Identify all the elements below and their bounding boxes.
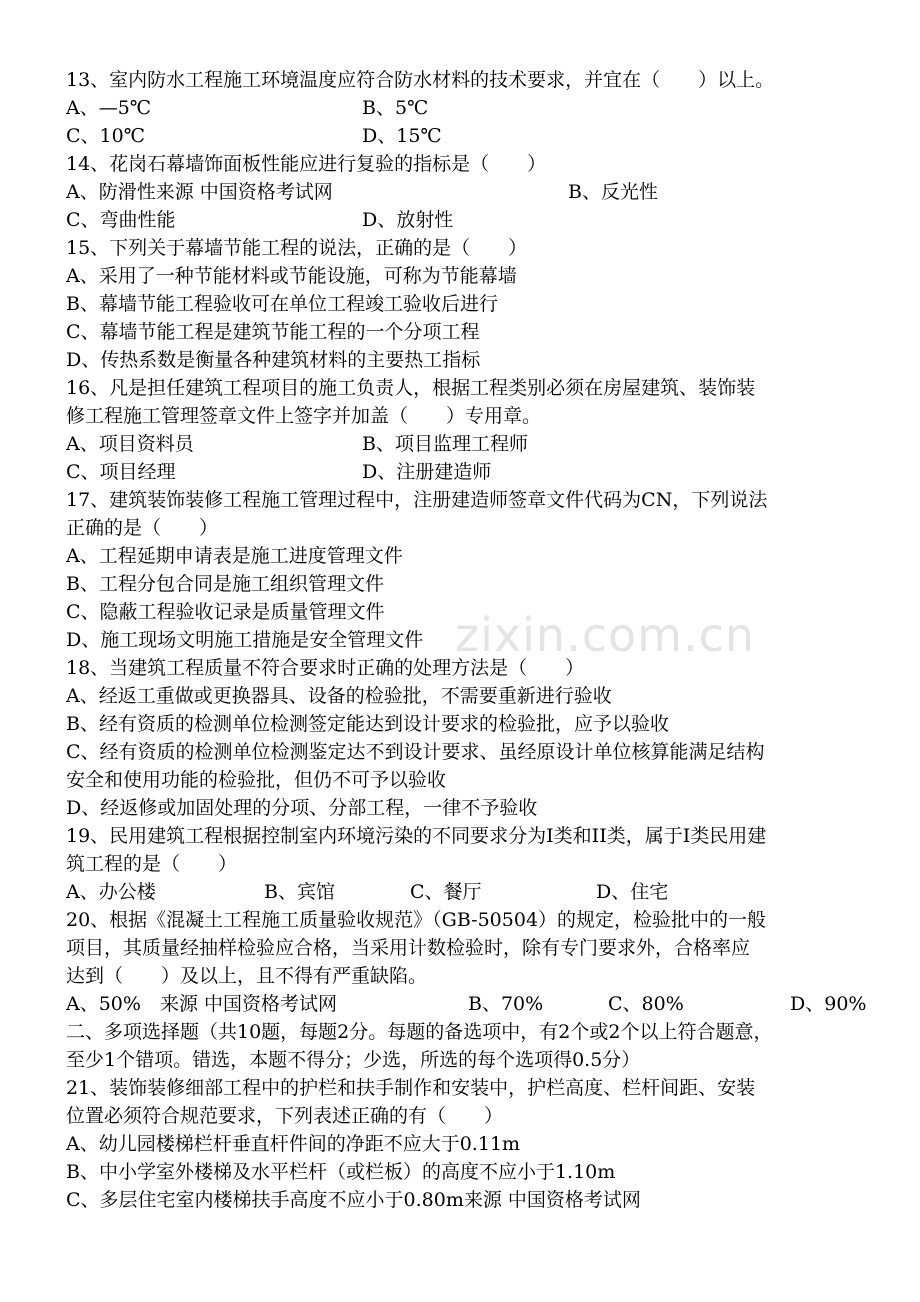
text-line: A、项目资料员 <box>66 433 194 455</box>
option-text: C、80% <box>608 993 684 1015</box>
text-line: B、工程分包合同是施工组织管理文件 <box>66 573 384 595</box>
text-line: A、—5℃ <box>66 97 152 119</box>
text-line: D、传热系数是衡量各种建筑材料的主要热工指标 <box>66 349 481 371</box>
text-line: 安全和使用功能的检验批，但仍不可予以验收 <box>66 769 447 791</box>
text-line: 16、凡是担任建筑工程项目的施工负责人，根据工程类别必须在房屋建筑、装饰装 <box>66 377 756 399</box>
option-text: B、70% <box>468 993 544 1015</box>
text-line: A、采用了一种节能材料或节能设施，可称为节能幕墙 <box>66 265 517 287</box>
text-line: A、50% 来源 中国资格考试网 <box>66 993 337 1015</box>
text-line: 15、下列关于幕墙节能工程的说法，正确的是（ ） <box>66 237 528 259</box>
option-text: C、餐厅 <box>410 881 482 903</box>
text-line: B、幕墙节能工程验收可在单位工程竣工验收后进行 <box>66 293 498 315</box>
text-line: C、弯曲性能 <box>66 209 176 231</box>
text-line: A、幼儿园楼梯栏杆垂直杆件间的净距不应大于0.11m <box>66 1133 521 1155</box>
text-line: B、中小学室外楼梯及水平栏杆（或栏板）的高度不应小于1.10m <box>66 1161 616 1183</box>
text-line: C、多层住宅室内楼梯扶手高度不应小于0.80m来源 中国资格考试网 <box>66 1189 641 1211</box>
text-line: A、办公楼 <box>66 881 156 903</box>
text-line: 位置必须符合规范要求，下列表述正确的有（ ） <box>66 1105 504 1127</box>
option-text: D、放射性 <box>362 209 454 231</box>
text-line: D、经返修或加固处理的分项、分部工程，一律不予验收 <box>66 797 538 819</box>
option-text: B、反光性 <box>568 181 658 203</box>
text-line: A、工程延期申请表是施工进度管理文件 <box>66 545 403 567</box>
text-line: C、10℃ <box>66 125 145 147</box>
option-text: B、5℃ <box>362 97 429 119</box>
text-line: A、防滑性来源 中国资格考试网 <box>66 181 333 203</box>
text-line: 至少1个错项。错选，本题不得分；少选，所选的每个选项得0.5分） <box>66 1049 641 1071</box>
text-line: 19、民用建筑工程根据控制室内环境污染的不同要求分为I类和II类，属于I类民用建 <box>66 825 767 847</box>
option-text: D、90% <box>790 993 867 1015</box>
text-line: 二、多项选择题（共10题，每题2分。每题的备选项中，有2个或2个以上符合题意， <box>66 1021 773 1043</box>
text-line: 13、室内防水工程施工环境温度应符合防水材料的技术要求，并宜在（ ）以上。 <box>66 69 775 91</box>
text-line: 筑工程的是（ ） <box>66 853 238 875</box>
text-line: A、经返工重做或更换器具、设备的检验批，不需要重新进行验收 <box>66 685 612 707</box>
text-line: 21、装饰装修细部工程中的护栏和扶手制作和安装中，护栏高度、栏杆间距、安装 <box>66 1077 756 1099</box>
watermark: zixin.com.cn <box>455 608 756 662</box>
text-line: C、隐蔽工程验收记录是质量管理文件 <box>66 601 385 623</box>
text-line: D、施工现场文明施工措施是安全管理文件 <box>66 629 424 651</box>
text-line: 17、建筑装饰装修工程施工管理过程中，注册建造师签章文件代码为CN，下列说法 <box>66 489 768 511</box>
option-text: D、住宅 <box>596 881 669 903</box>
text-line: C、幕墙节能工程是建筑节能工程的一个分项工程 <box>66 321 480 343</box>
text-line: 项目，其质量经抽样检验应合格，当采用计数检验时，除有专门要求外，合格率应 <box>66 937 751 959</box>
text-line: 达到（ ）及以上，且不得有严重缺陷。 <box>66 965 428 987</box>
text-line: 18、当建筑工程质量不符合要求时正确的处理方法是（ ） <box>66 657 585 679</box>
option-text: D、注册建造师 <box>362 461 492 483</box>
text-line: 正确的是（ ） <box>66 517 219 539</box>
text-line: 20、根据《混凝土工程施工质量验收规范》（GB-50504）的规定，检验批中的一般 <box>66 909 767 931</box>
text-line: B、经有资质的检测单位检测签定能达到设计要求的检验批，应予以验收 <box>66 713 669 735</box>
option-text: B、项目监理工程师 <box>362 433 528 455</box>
text-line: C、经有资质的检测单位检测鉴定达不到设计要求、虽经原设计单位核算能满足结构 <box>66 741 765 763</box>
option-text: B、宾馆 <box>264 881 335 903</box>
text-line: C、项目经理 <box>66 461 176 483</box>
text-line: 修工程施工管理签章文件上签字并加盖（ ）专用章。 <box>66 405 542 427</box>
option-text: D、15℃ <box>362 125 442 147</box>
text-line: 14、花岗石幕墙饰面板性能应进行复验的指标是（ ） <box>66 153 547 175</box>
